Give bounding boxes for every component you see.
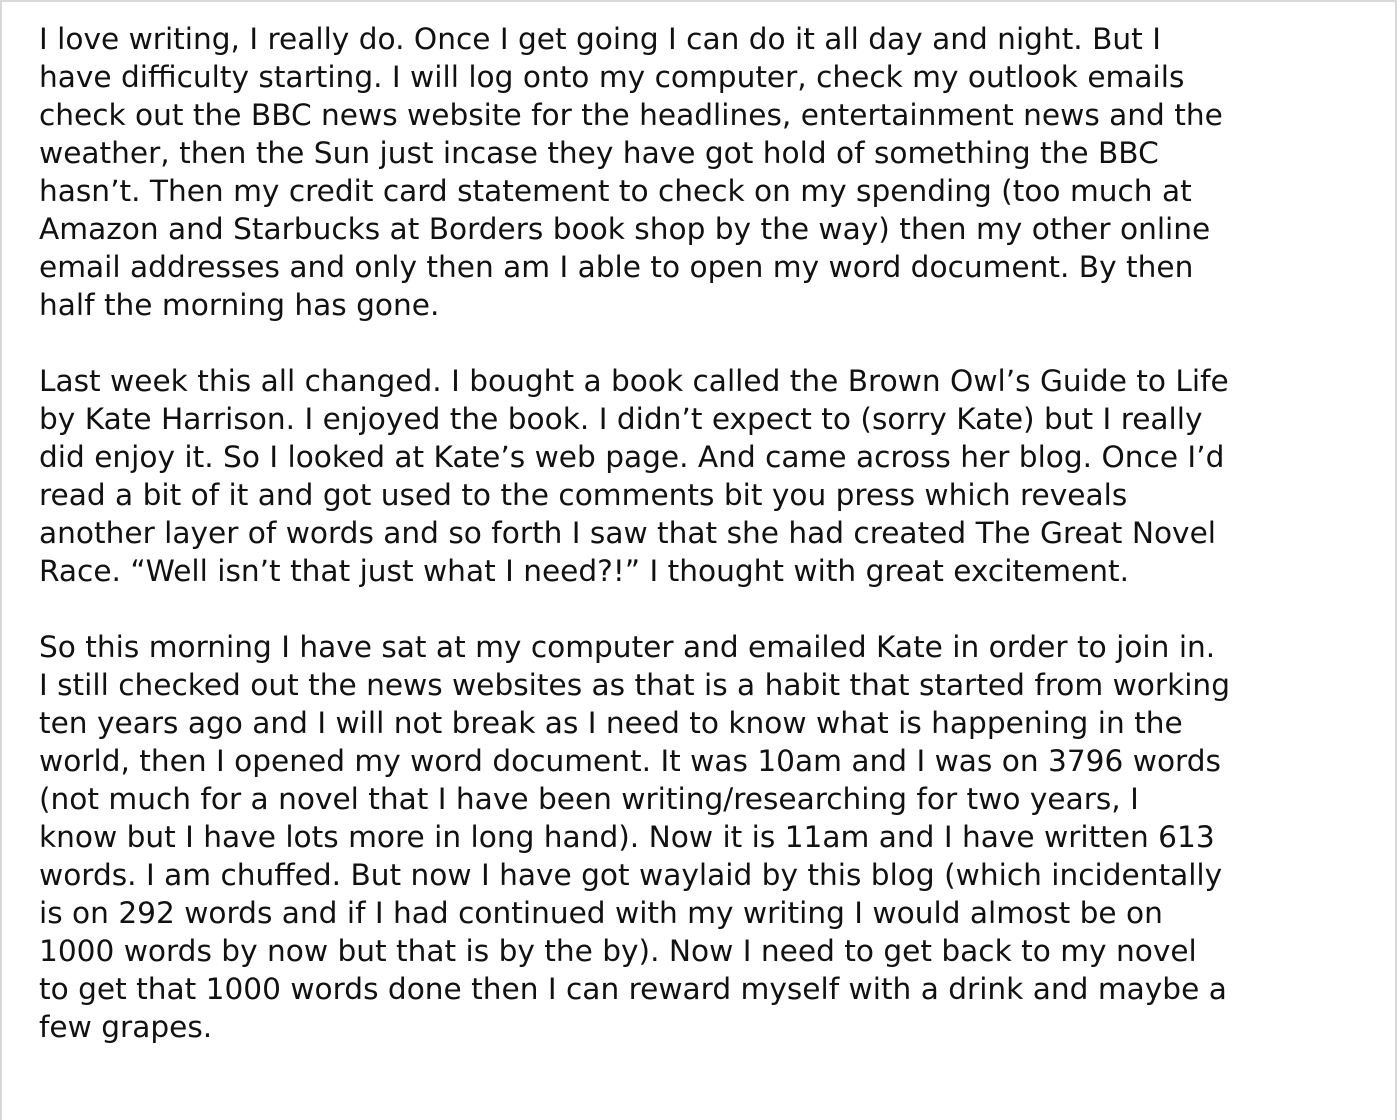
text-line: read a bit of it and got used to the comments bit you press which reveals	[39, 478, 1128, 512]
text-line: know but I have lots more in long hand). Now it is 11am and I have written 613	[39, 820, 1215, 854]
text-line: Race. “Well isn’t that just what I need?!” I thought with great excitement.	[39, 554, 1130, 588]
text-line: world, then I opened my word document. It was 10am and I was on 3796 words	[39, 744, 1221, 778]
text-line: words. I am chuffed. But now I have got waylaid by this blog (which incidentally	[39, 858, 1223, 892]
text-line: hasn’t. Then my credit card statement to check on my spending (too much at	[39, 174, 1192, 208]
text-line: (not much for a novel that I have been writing/researching for two years, I	[39, 782, 1139, 816]
text-line: half the morning has gone.	[39, 288, 440, 322]
text-line: to get that 1000 words done then I can reward myself with a drink and maybe a	[39, 972, 1227, 1006]
text-line: ten years ago and I will not break as I need to know what is happening in the	[39, 706, 1183, 740]
text-line: So this morning I have sat at my computer and emailed Kate in order to join in.	[39, 630, 1216, 664]
paragraph-spacer	[39, 590, 1369, 628]
text-line: I love writing, I really do. Once I get going I can do it all day and night. But I	[39, 22, 1161, 56]
text-line: did enjoy it. So I looked at Kate’s web page. And came across her blog. Once I’d	[39, 440, 1225, 474]
paragraph-2	[39, 362, 1369, 590]
text-line: Amazon and Starbucks at Borders book shop by the way) then my other online	[39, 212, 1211, 246]
text-line: Last week this all changed. I bought a book called the Brown Owl’s Guide to Life	[39, 364, 1229, 398]
text-line: is on 292 words and if I had continued with my writing I would almost be on	[39, 896, 1163, 930]
paragraph-spacer	[39, 324, 1369, 362]
document-body	[39, 20, 1369, 1046]
text-line: few grapes.	[39, 1010, 213, 1044]
text-line: another layer of words and so forth I saw that she had created The Great Novel	[39, 516, 1217, 550]
text-line: have difficulty starting. I will log onto my computer, check my outlook emails	[39, 60, 1185, 94]
paragraph-1	[39, 20, 1369, 324]
text-line: by Kate Harrison. I enjoyed the book. I didn’t expect to (sorry Kate) but I really	[39, 402, 1203, 436]
paragraph-3	[39, 628, 1369, 1046]
text-line: weather, then the Sun just incase they have got hold of something the BBC	[39, 136, 1159, 170]
text-line: 1000 words by now but that is by the by). Now I need to get back to my novel	[39, 934, 1197, 968]
text-line: check out the BBC news website for the headlines, entertainment news and the	[39, 98, 1223, 132]
text-line: I still checked out the news websites as that is a habit that started from working	[39, 668, 1230, 702]
text-line: email addresses and only then am I able to open my word document. By then	[39, 250, 1194, 284]
